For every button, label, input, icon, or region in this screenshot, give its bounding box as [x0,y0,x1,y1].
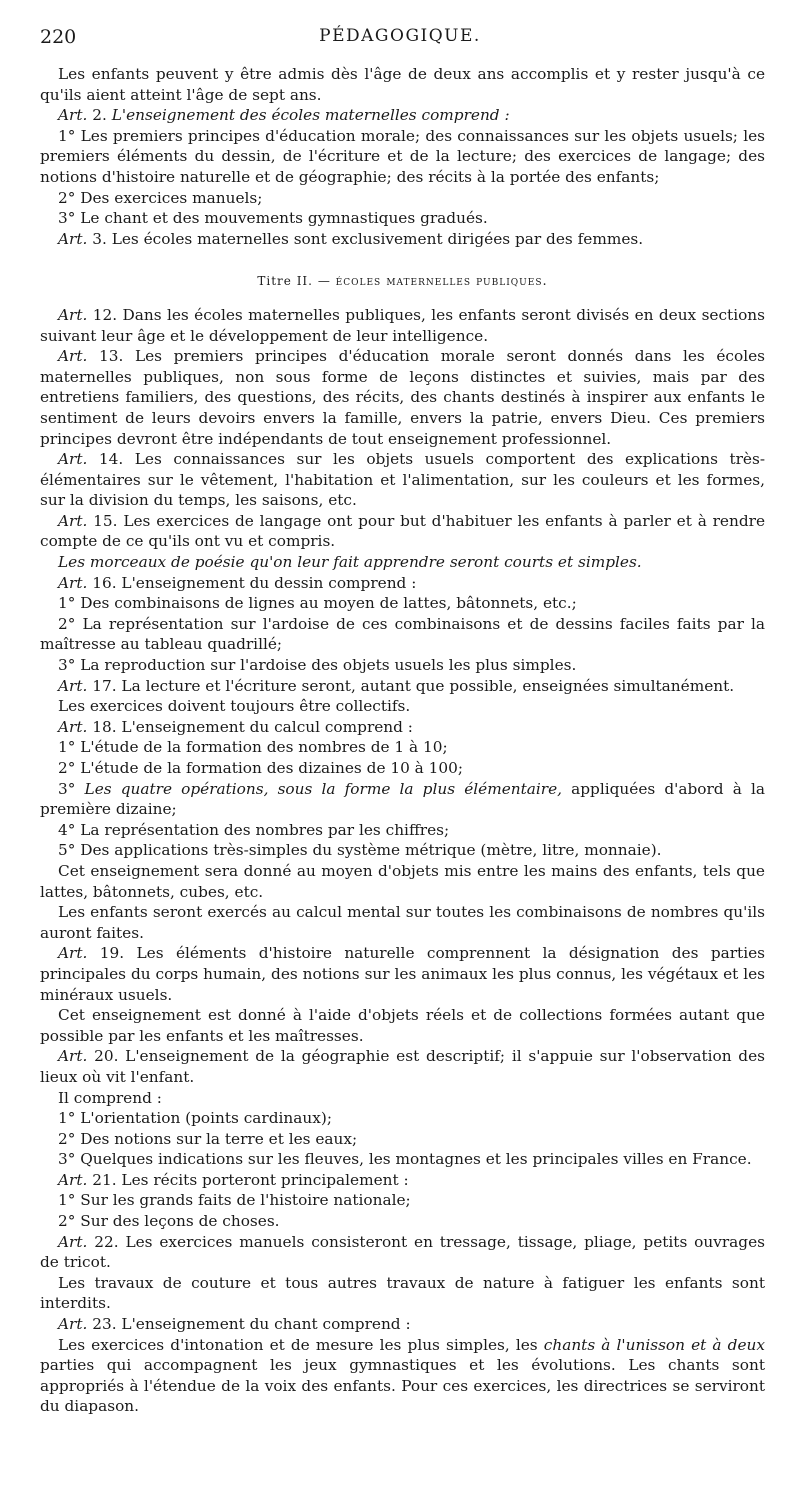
paragraph [40,1005,765,1046]
text-run: Les enfants seront exercés au calcul mental sur toutes les combinaisons de nombres qu'ils auront faites. [40,903,765,942]
paragraph [40,126,765,188]
text-run: 4° La représentation des nombres par les chiffres; [58,820,450,839]
paragraph [40,1149,765,1170]
paragraph [40,820,765,841]
paragraph [40,593,765,614]
paragraph [40,573,765,594]
text-run: 22. Les exercices manuels consisteront en tressage, tissage, pliage, petits ouvrages de tricot. [40,1232,765,1272]
text-run: Art. [58,347,88,366]
paragraph [40,1088,765,1109]
text-run: L'enseignement des écoles maternelles comprend : [111,106,510,125]
paragraph [40,305,765,346]
text-run: 16. L'enseignement du dessin comprend : [87,573,417,592]
paragraph [40,552,765,573]
text-run: 13. Les premiers principes d'éducation morale seront donnés dans les écoles maternelles publiques, non sous forme de leçons distinctes et suivies, mais par des entretiens familiers, des questions, des récits, des chants destinés à inspirer aux enfants le sentiment de leurs devoirs envers la famille, envers la patrie, envers Dieu. Ces premiers principes devront être indépendants de tout enseignement professionnel. [40,347,765,448]
text-run: Art. [58,106,88,125]
paragraph [40,737,765,758]
text-run: 3. Les écoles maternelles sont exclusivement dirigées par des femmes. [87,229,644,248]
paragraph [40,779,765,820]
text-run: Art. [58,305,88,324]
paragraph [40,1046,765,1087]
text-run: 1° Sur les grands faits de l'histoire nationale; [58,1191,411,1210]
section-dash: — [313,274,336,289]
text-run: Les exercices doivent toujours être collectifs. [58,697,411,716]
text-run: Cet enseignement est donné à l'aide d'objets réels et de collections formées autant que possible par les enfants et les maîtresses. [40,1006,765,1045]
paragraph [40,1335,765,1417]
text-run: 21. Les récits porteront principalement : [87,1170,409,1189]
top-paragraphs [40,64,765,249]
text-run: Art. [58,573,88,592]
text-run: 19. Les éléments d'histoire naturelle comprennent la désignation des parties principales du corps humain, des notions sur les animaux les plus connus, les végétaux et les minéraux usuels. [40,944,765,1004]
text-run: 3° La reproduction sur l'ardoise des objets usuels les plus simples. [58,656,577,675]
text-run: 14. Les connaissances sur les objets usuels comportent des explications très-élémentaires sur le vêtement, l'habitation et l'alimentation, sur les couleurs et les formes, sur la division du temps, les saisons, etc. [40,450,765,510]
text-run: 2. [87,106,112,125]
text-run: 20. L'enseignement de la géographie est descriptif; il s'appuie sur l'observation des lieux où vit l'enfant. [40,1047,765,1086]
text-run: Art. [58,944,88,963]
paragraph [40,1232,765,1273]
text-run: 18. L'enseignement du calcul comprend : [87,717,413,736]
paragraph [40,696,765,717]
text-run: 5° Des applications très-simples du système métrique (mètre, litre, monnaie). [58,841,662,860]
paragraph [40,614,765,655]
paragraph [40,64,765,105]
text-run: 2° Des exercices manuels; [58,188,263,207]
section-heading [40,271,765,293]
text-run: 1° L'étude de la formation des nombres de 1 à 10; [58,738,448,757]
paragraph [40,346,765,449]
text-run: 1° Les premiers principes d'éducation morale; des connaissances sur les objets usuels; les premiers éléments du dessin, de l'écriture et de la lecture; des exercices de langage; des notions d'histoire naturelle et de géographie; des récits à la portée des enfants; [40,126,765,186]
text-run: 2° La représentation sur l'ardoise de ces combinaisons et de dessins faciles faits par la maîtresse au tableau quadrillé; [40,614,765,654]
text-run: Cet enseignement sera donné au moyen d'objets mis entre les mains des enfants, tels que lattes, bâtonnets, cubes, etc. [40,861,765,901]
running-title: PÉDAGOGIQUE. [319,26,481,46]
text-run: Art. [58,1315,88,1334]
paragraph [40,655,765,676]
text-run: 1° L'orientation (points cardinaux); [58,1109,332,1128]
text-run: appliquées d'abord à la première dizaine; [40,779,765,819]
paragraph [40,758,765,779]
section-number: Titre II. [257,274,313,289]
text-run: Les travaux de couture et tous autres travaux de nature à fatiguer les enfants sont interdits. [40,1273,765,1313]
paragraph [40,717,765,738]
paragraph [40,105,765,126]
text-run: 12. Dans les écoles maternelles publiques, les enfants seront divisés en deux sections suivant leur âge et le développement de leur intelligence. [40,305,765,345]
text-run: Art. [58,1170,88,1189]
text-run: 3° Quelques indications sur les fleuves, les montagnes et les principales villes en France. [58,1150,752,1169]
text-run: Art. [58,676,88,695]
paragraph [40,943,765,1005]
text-run: 23. L'enseignement du chant comprend : [87,1315,411,1334]
paragraph [40,1211,765,1232]
paragraph [40,861,765,902]
text-run: 2° L'étude de la formation des dizaines de 10 à 100; [58,759,464,777]
text-run: Art. [58,1047,88,1066]
paragraph [40,1190,765,1211]
text-run: Art. [58,229,88,248]
text-run: Les morceaux de poésie qu'on leur fait apprendre seront courts et simples. [58,553,642,572]
text-run: 2° Sur des leçons de choses. [58,1212,280,1231]
paragraph [40,449,765,511]
text-run: 3° Le chant et des mouvements gymnastiques gradués. [58,209,488,228]
section-subtitle: écoles maternelles publiques. [335,274,548,290]
paragraph [40,511,765,552]
paragraph [40,676,765,697]
text-run: chants à l'unisson et à deux [543,1335,765,1354]
paragraph [40,840,765,861]
page-number: 220 [40,26,77,48]
text-run: 1° Des combinaisons de lignes au moyen de lattes, bâtonnets, etc.; [58,594,577,613]
paragraph [40,1314,765,1335]
text-run: 3° [58,779,85,798]
paragraph [40,1170,765,1191]
text-run: Les enfants peuvent y être admis dès l'âge de deux ans accomplis et y rester jusqu'à ce qu'ils aient atteint l'âge de sept ans. [40,65,765,104]
paragraph [40,188,765,209]
paragraph [40,229,765,250]
text-run: Les quatre opérations, sous la forme la plus élémentaire, [84,779,562,798]
text-run: Les exercices d'intonation et de mesure les plus simples, les [58,1335,544,1354]
bottom-paragraphs [40,305,765,1417]
body-text [40,64,765,1417]
text-run: Art. [58,450,88,469]
paragraph [40,1273,765,1314]
running-head [40,26,760,54]
paragraph [40,208,765,229]
paragraph [40,1108,765,1129]
paragraph [40,902,765,943]
text-run: 15. Les exercices de langage ont pour but d'habituer les enfants à parler et à rendre compte de ce qu'ils ont vu et compris. [40,511,765,551]
text-run: 2° Des notions sur la terre et les eaux; [58,1129,358,1148]
text-run: 17. La lecture et l'écriture seront, autant que possible, enseignées simultanément. [87,676,735,695]
text-run: Art. [58,1232,88,1251]
text-run: Art. [58,511,88,530]
text-run: parties qui accompagnent les jeux gymnastiques et les évolutions. Les chants sont appropriés à l'étendue de la voix des enfants. Pour ces exercices, les directrices se serviront du diapason. [40,1356,765,1416]
text-run: Art. [58,717,88,736]
paragraph [40,1129,765,1150]
text-run: Il comprend : [58,1088,162,1107]
